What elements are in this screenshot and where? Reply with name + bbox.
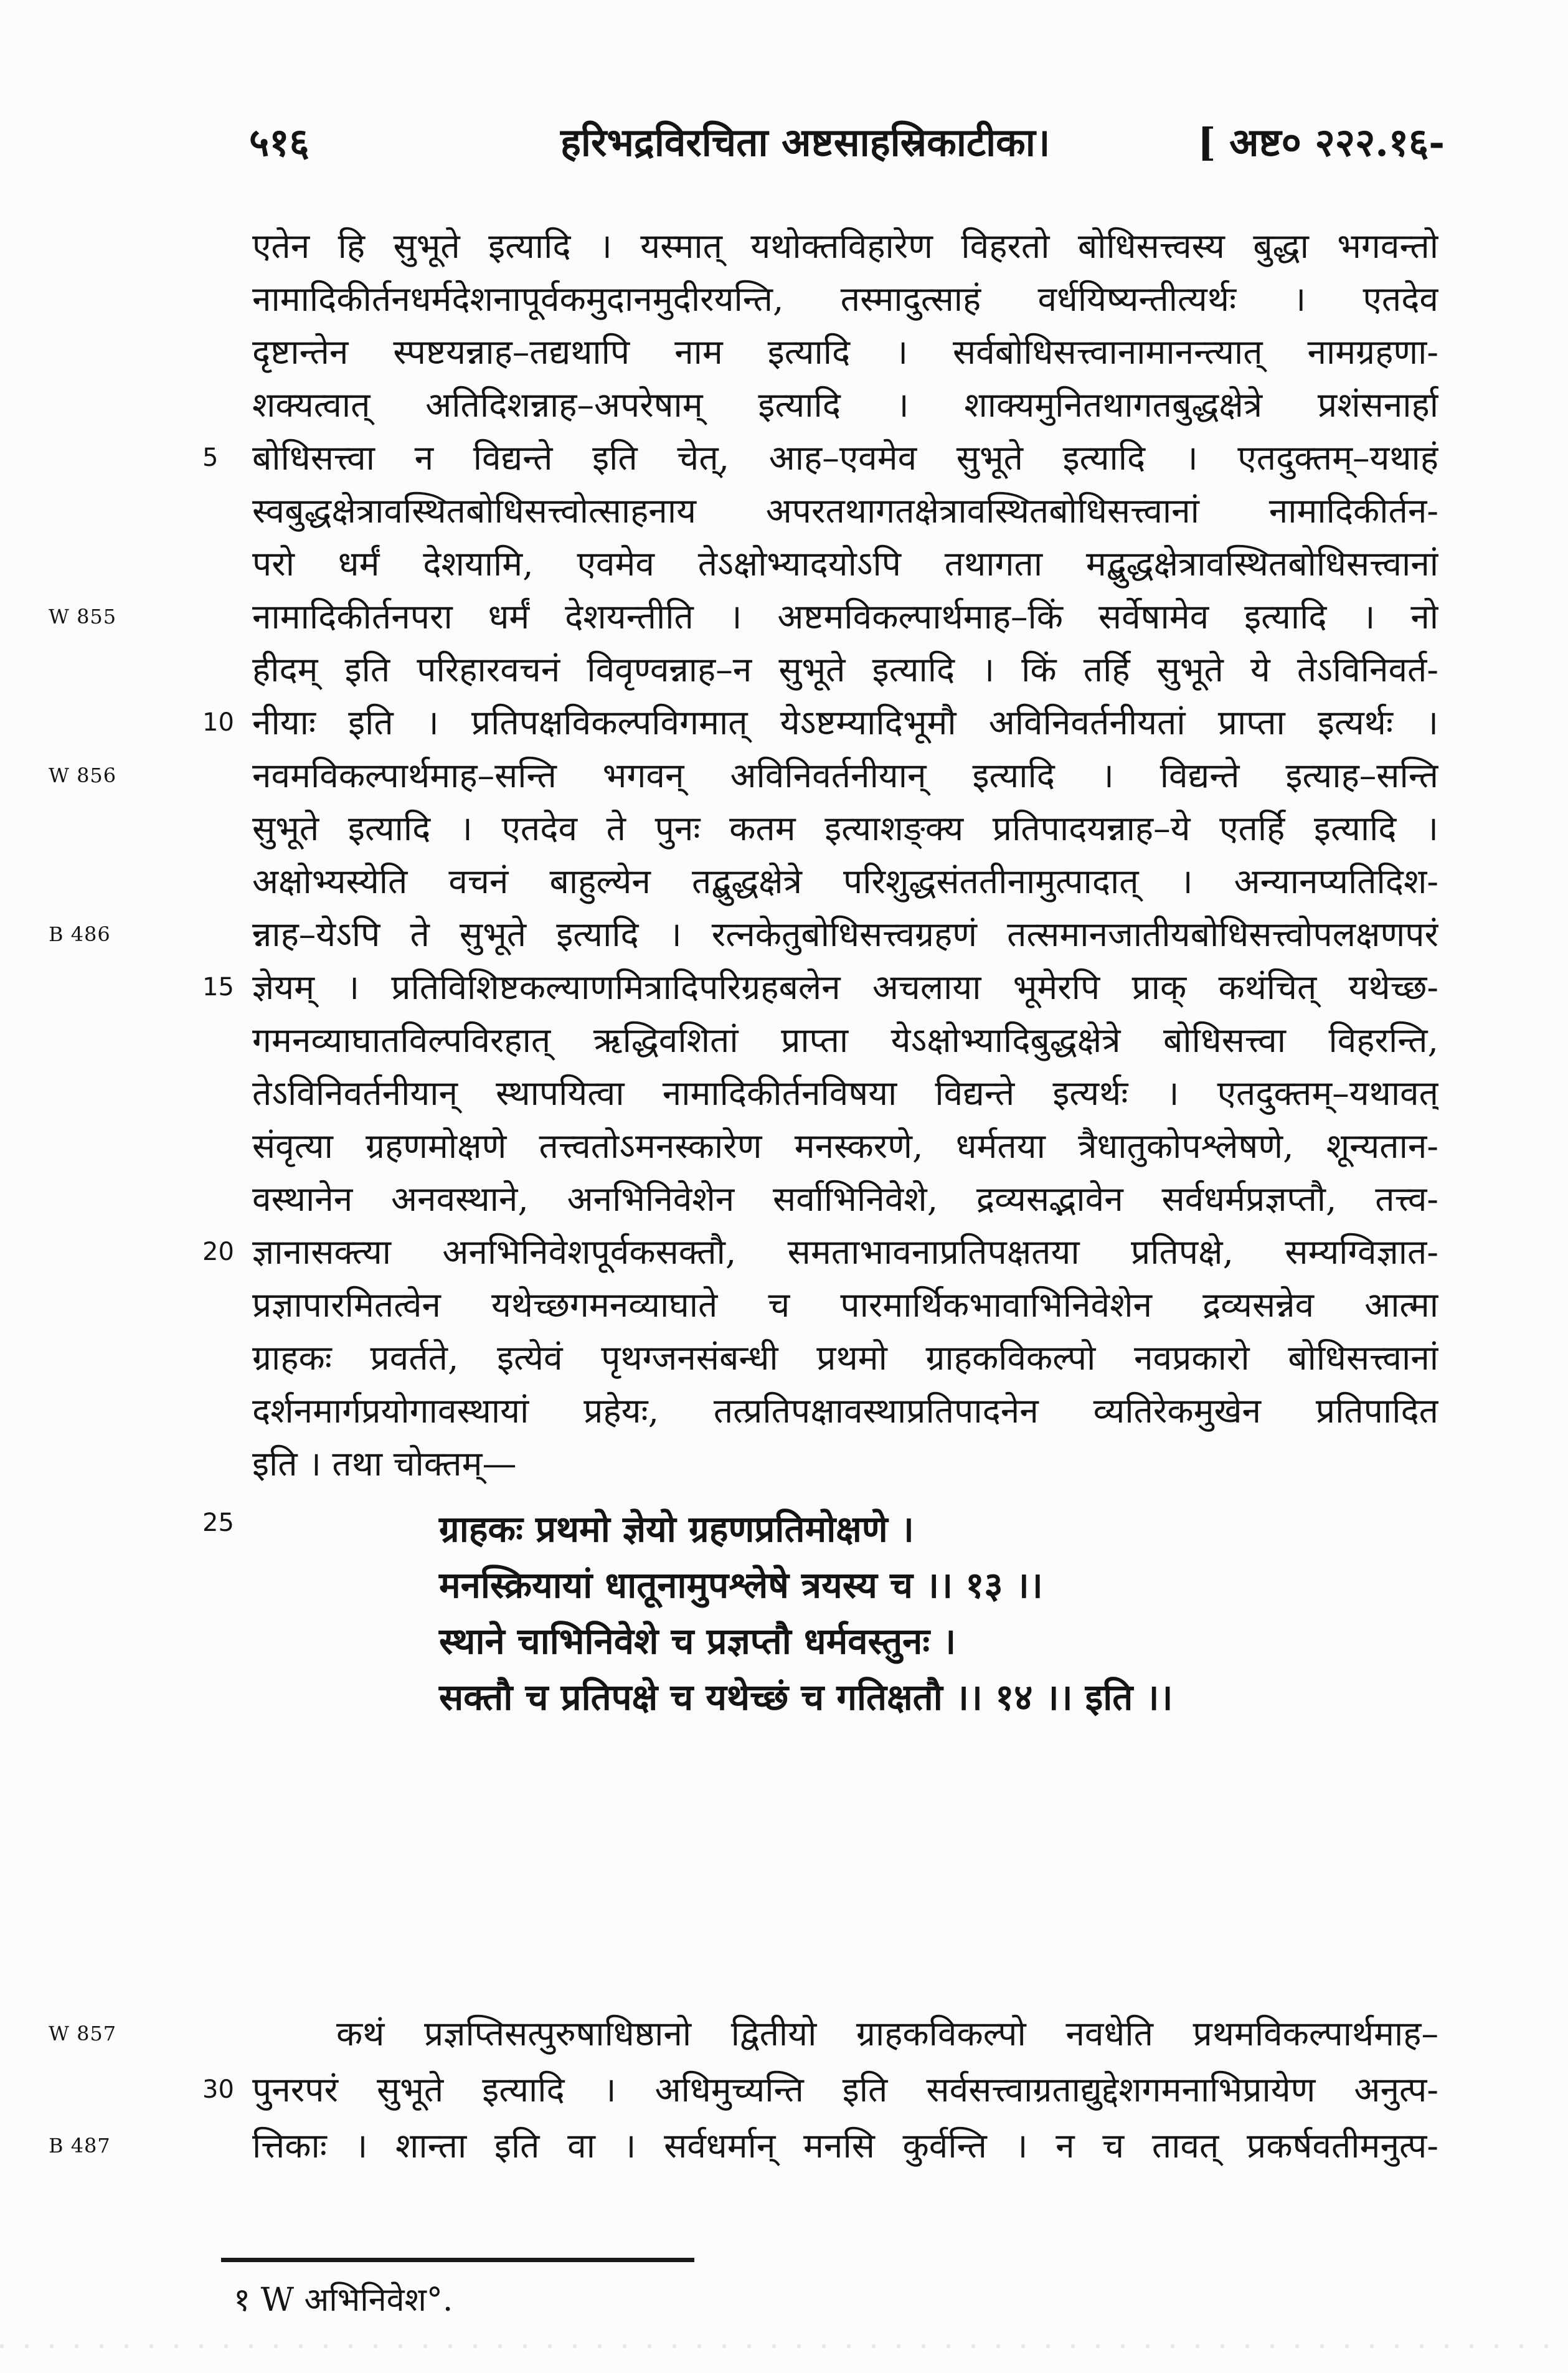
text-line: दृष्टान्तेन स्पष्टयन्नाह–तद्यथापि नाम इत्यादि । सर्वबोधिसत्त्वानामानन्त्यात् नामग्रहणा-	[252, 332, 1438, 372]
text-line: हीदम् इति परिहारवचनं विवृण्वन्नाह–न सुभूते इत्यादि । किं तर्हि सुभूते ये तेऽविनिवर्त-	[252, 650, 1438, 689]
text-line: सुभूते इत्यादि । एतदेव ते पुनः कतम इत्याशङ्क्य प्रतिपादयन्नाह–ये एतर्हि इत्यादि ।	[252, 808, 1438, 848]
text-line: कथं प्रज्ञप्तिसत्पुरुषाधिष्ठानो द्वितीयो ग्राहकविकल्पो नवधेति प्रथमविकल्पार्थमाह–	[336, 2014, 1438, 2053]
margin-reference: W 855	[49, 605, 117, 628]
section-reference: [ अष्ट० २२२.१६-	[1197, 120, 1445, 165]
line-number: 30	[202, 2075, 234, 2104]
text-line: त्तिकाः । शान्ता इति वा । सर्वधर्मान् मनसि कुर्वन्ति । न च तावत् प्रकर्षवतीमनुत्प-	[252, 2126, 1438, 2166]
text-line: गमनव्याघातविल्पविरहात् ऋद्धिवशितां प्राप्ता येऽक्षोभ्यादिबुद्धक्षेत्रे बोधिसत्त्वा विहरन्ति,	[252, 1020, 1438, 1060]
text-line: नामादिकीर्तनधर्मदेशनापूर्वकमुदानमुदीरयन्ति, तस्मादुत्साहं वर्धयिष्यन्तीत्यर्थः । एतदेव	[252, 279, 1438, 319]
text-line: शक्यत्वात् अतिदिशन्नाह–अपरेषाम् इत्यादि । शाक्यमुनितथागतबुद्धक्षेत्रे प्रशंसनार्हा	[252, 385, 1438, 425]
text-line: तेऽविनिवर्तनीयान् स्थापयित्वा नामादिकीर्तनविषया विद्यन्ते इत्यर्थः । एतदुक्तम्–यथावत्	[252, 1073, 1438, 1113]
text-line: एतेन हि सुभूते इत्यादि । यस्मात् यथोक्तविहारेण विहरतो बोधिसत्त्वस्य बुद्धा भगवन्तो	[252, 226, 1438, 266]
line-number: 5	[202, 443, 219, 472]
text-line: दर्शनमार्गप्रयोगावस्थायां प्रहेयः, तत्प्रतिपक्षावस्थाप्रतिपादनेन व्यतिरेकमुखेन प्रतिपादित	[252, 1391, 1438, 1431]
text-line: न्नाह–येऽपि ते सुभूते इत्यादि । रत्नकेतुबोधिसत्त्वग्रहणं तत्समानजातीयबोधिसत्त्वोपलक्षणपरं	[252, 914, 1438, 954]
text-line: ग्राहकः प्रवर्तते, इत्येवं पृथग्जनसंबन्धी प्रथमो ग्राहकविकल्पो नवप्रकारो बोधिसत्त्वानां	[252, 1338, 1438, 1378]
footnote-rule	[221, 2258, 694, 2262]
text-line: वस्थानेन अनवस्थाने, अनभिनिवेशेन सर्वाभिनिवेशे, द्रव्यसद्भावेन सर्वधर्मप्रज्ञप्तौ, तत्त्व-	[252, 1179, 1438, 1219]
verse-line: मनस्क्रियायां धातूनामुपश्लेषे त्रयस्य च ।। १३ ।।	[439, 1564, 1043, 1606]
text-line: बोधिसत्त्वा न विद्यन्ते इति चेत्, आह–एवमेव सुभूते इत्यादि । एतदुक्तम्–यथाहं	[252, 438, 1438, 478]
text-line: परो धर्मं देशयामि, एवमेव तेऽक्षोभ्यादयोऽपि तथागता मद्बुद्धक्षेत्रावस्थितबोधिसत्त्वानां	[252, 544, 1438, 584]
text-line: इति । तथा चोक्तम्—	[252, 1444, 517, 1484]
text-line: अक्षोभ्यस्येति वचनं बाहुल्येन तद्बुद्धक्षेत्रे परिशुद्धसंततीनामुत्पादात् । अन्यानप्यतिदिश-	[252, 861, 1438, 901]
margin-reference: W 857	[49, 2022, 117, 2045]
margin-reference: B 486	[49, 922, 111, 946]
text-line: प्रज्ञापारमितत्वेन यथेच्छगमनव्याघाते च पारमार्थिकभावाभिनिवेशेन द्रव्यसन्नेव आत्मा	[252, 1285, 1438, 1325]
text-line: नीयाः इति । प्रतिपक्षविकल्पविगमात् येऽष्टम्यादिभूमौ अविनिवर्तनीयतां प्राप्ता इत्यर्थः ।	[252, 703, 1438, 742]
page-number: ५१६	[249, 120, 309, 165]
scan-noise	[0, 2344, 1568, 2348]
running-title: हरिभद्रविरचिता अष्टसाहस्रिकाटीका।	[560, 120, 1051, 165]
page-header	[249, 115, 1445, 171]
text-line: नवमविकल्पार्थमाह–सन्ति भगवन् अविनिवर्तनीयान् इत्यादि । विद्यन्ते इत्याह–सन्ति	[252, 755, 1438, 795]
footnote: १ W अभिनिवेश°.	[234, 2281, 453, 2319]
text-line: ज्ञेयम् । प्रतिविशिष्टकल्याणमित्रादिपरिग्रहबलेन अचलाया भूमेरपि प्राक् कथंचित् यथेच्छ-	[252, 967, 1438, 1007]
margin-reference: W 856	[49, 764, 117, 787]
text-line: ज्ञानासक्त्या अनभिनिवेशपूर्वकसक्तौ, समताभावनाप्रतिपक्षतया प्रतिपक्षे, सम्यग्विज्ञात-	[252, 1232, 1438, 1272]
text-line: पुनरपरं सुभूते इत्यादि । अधिमुच्यन्ति इति सर्वसत्त्वाग्रताद्युद्देशगमनाभिप्रायेण अनुत्प-	[252, 2070, 1438, 2110]
line-number: 10	[202, 708, 234, 737]
text-line: संवृत्या ग्रहणमोक्षणे तत्त्वतोऽमनस्कारेण मनस्करणे, धर्मतया त्रैधातुकोपश्लेषणे, शून्यतान-	[252, 1126, 1438, 1166]
margin-reference: B 487	[49, 2134, 111, 2157]
line-number: 20	[202, 1238, 234, 1266]
line-number: 25	[202, 1509, 234, 1537]
text-line: स्वबुद्धक्षेत्रावस्थितबोधिसत्त्वोत्साहनाय अपरतथागतक्षेत्रावस्थितबोधिसत्त्वानां नामादिकीर्तन-	[252, 491, 1438, 531]
verse-line: सक्तौ च प्रतिपक्षे च यथेच्छं च गतिक्षतौ ।। १४ ।। इति ।।	[439, 1676, 1173, 1718]
text-line: नामादिकीर्तनपरा धर्मं देशयन्तीति । अष्टमविकल्पार्थमाह–किं सर्वेषामेव इत्यादि । नो	[252, 597, 1438, 637]
verse-line: स्थाने चाभिनिवेशे च प्रज्ञप्तौ धर्मवस्तुनः ।	[439, 1620, 956, 1662]
verse-line: ग्राहकः प्रथमो ज्ञेयो ग्रहणप्रतिमोक्षणे ।	[439, 1508, 914, 1550]
line-number: 15	[202, 973, 234, 1002]
